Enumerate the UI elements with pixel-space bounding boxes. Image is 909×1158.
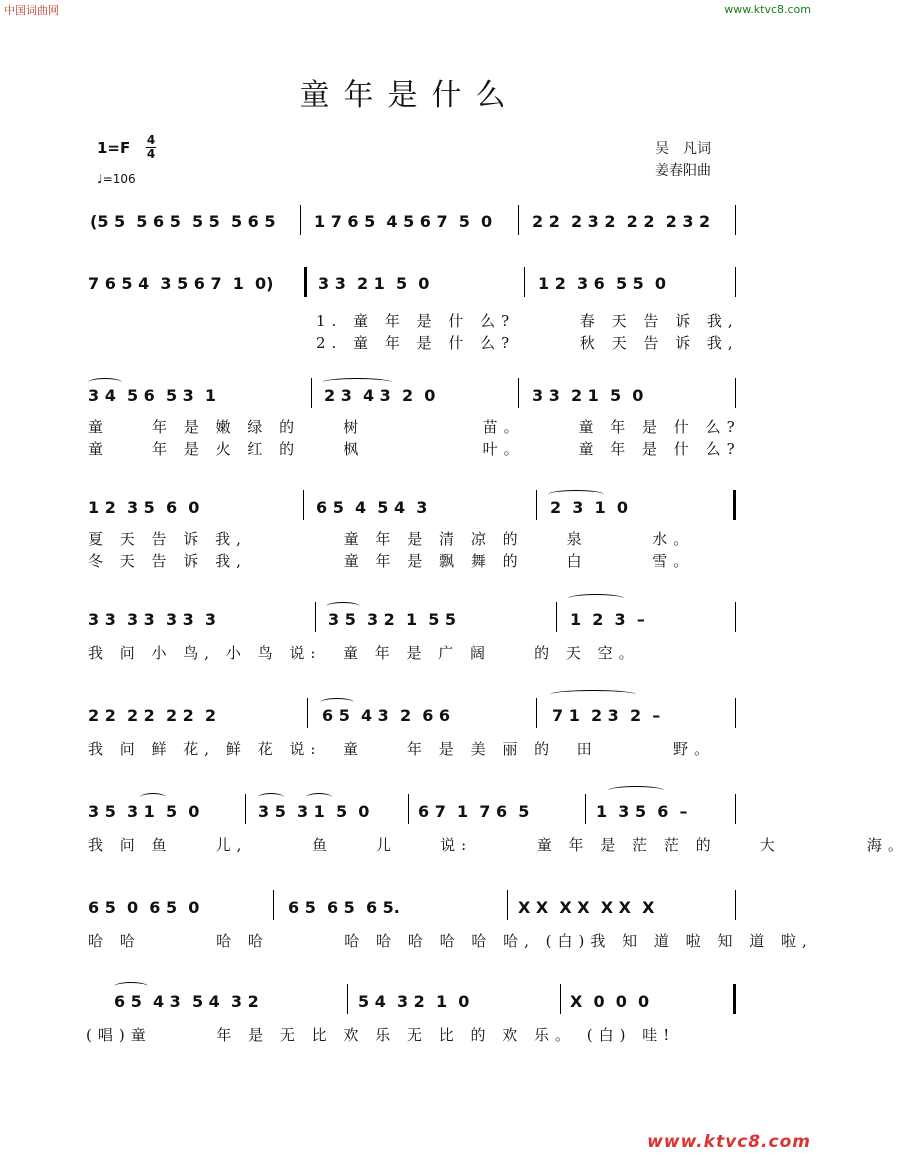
slur xyxy=(550,690,636,699)
row5-measure3: 1 2 3 – xyxy=(570,610,645,629)
row3-lyrics-verse1: 童 年 是 嫩 绿 的 树 苗。 童 年 是 什 么? xyxy=(88,418,741,436)
barline xyxy=(524,267,525,297)
repeat-end-barline xyxy=(733,490,736,520)
barline xyxy=(307,698,308,728)
row7-measure3: 6 7 1 7 6 5 xyxy=(418,802,530,821)
row2-lyrics-verse1: 1. 童 年 是 什 么? 春 天 告 诉 我, xyxy=(316,312,739,330)
row9-lyrics: (唱)童 年 是 无 比 欢 乐 无 比 的 欢 乐。 (白) 哇! xyxy=(86,1026,676,1044)
slur xyxy=(568,594,624,603)
composer-credit: 姜春阳曲 xyxy=(655,163,711,179)
barline xyxy=(311,378,312,408)
barline xyxy=(507,890,508,920)
repeat-start-barline xyxy=(304,267,307,297)
row6-lyrics: 我 问 鲜 花, 鲜 花 说: 童 年 是 美 丽 的 田 野。 xyxy=(88,740,716,758)
row6-measure1: 2 2 2 2 2 2 2 xyxy=(88,706,217,725)
barline xyxy=(735,698,736,728)
row3-measure3: 3 3 2 1 5 0 xyxy=(532,386,644,405)
slur xyxy=(258,793,284,802)
page-title: 童年是什么 xyxy=(299,78,520,113)
row5-measure1: 3 3 3 3 3 3 3 xyxy=(88,610,217,629)
barline xyxy=(315,602,316,632)
slur xyxy=(608,786,664,795)
final-barline xyxy=(733,984,736,1014)
row2-measure1: 7 6 5 4 3 5 6 7 1 0) xyxy=(88,274,274,293)
time-sig-top: 4 xyxy=(146,133,156,147)
row3-measure1: 3 4 5 6 5 3 1 xyxy=(88,386,217,405)
barline xyxy=(735,890,736,920)
row2-measure2: 3 3 2 1 5 0 xyxy=(318,274,430,293)
site-logo-left: 中国词曲网 xyxy=(4,4,59,17)
barline xyxy=(735,794,736,824)
barline xyxy=(245,794,246,824)
row2-lyrics-verse2: 2. 童 年 是 什 么? 秋 天 告 诉 我, xyxy=(316,334,739,352)
row7-lyrics: 我 问 鱼 儿, 鱼 儿 说: 童 年 是 茫 茫 的 大 海。 xyxy=(88,836,909,854)
row8-measure3: X X X X X X X xyxy=(518,898,655,917)
row3-lyrics-verse2: 童 年 是 火 红 的 枫 叶。 童 年 是 什 么? xyxy=(88,440,741,458)
footer-watermark: www.ktvc8.com xyxy=(647,1132,811,1152)
barline xyxy=(300,205,301,235)
row1-measure1: (5 5 5 6 5 5 5 5 6 5 xyxy=(90,212,276,231)
row4-lyrics-verse2: 冬 天 告 诉 我, 童 年 是 飘 舞 的 白 雪。 xyxy=(88,552,695,570)
barline xyxy=(347,984,348,1014)
row3-measure2: 2 3 4 3 2 0 xyxy=(324,386,436,405)
row9-measure3: X 0 0 0 xyxy=(570,992,650,1011)
row4-lyrics-verse1: 夏 天 告 诉 我, 童 年 是 清 凉 的 泉 水。 xyxy=(88,530,695,548)
row6-measure3: 7 1 2 3 2 – xyxy=(552,706,661,725)
row9-measure2: 5 4 3 2 1 0 xyxy=(358,992,470,1011)
row1-measure2: 1 7 6 5 4 5 6 7 5 0 xyxy=(314,212,493,231)
time-sig-bottom: 4 xyxy=(146,147,156,161)
barline xyxy=(560,984,561,1014)
key-signature: 1=F xyxy=(97,139,131,157)
barline xyxy=(735,205,736,235)
barline xyxy=(735,378,736,408)
row5-lyrics: 我 问 小 鸟, 小 鸟 说: 童 年 是 广 阔 的 天 空。 xyxy=(88,644,640,662)
barline xyxy=(585,794,586,824)
row6-measure2: 6 5 4 3 2 6 6 xyxy=(322,706,451,725)
row8-measure2: 6 5 6 5 6 5. xyxy=(288,898,400,917)
slur xyxy=(114,982,148,991)
slur xyxy=(306,793,332,802)
row8-measure1: 6 5 0 6 5 0 xyxy=(88,898,200,917)
row7-measure1: 3 5 3 1 5 0 xyxy=(88,802,200,821)
row1-measure3: 2 2 2 3 2 2 2 2 3 2 xyxy=(532,212,711,231)
lyricist-credit: 吴 凡词 xyxy=(655,141,711,157)
row7-measure2: 3 5 3 1 5 0 xyxy=(258,802,370,821)
row4-measure1: 1 2 3 5 6 0 xyxy=(88,498,200,517)
row7-measure4: 1 3 5 6 – xyxy=(596,802,688,821)
row4-measure2: 6 5 4 5 4 3 xyxy=(316,498,428,517)
row2-measure3: 1 2 3 6 5 5 0 xyxy=(538,274,667,293)
tempo-marking: ♩=106 xyxy=(97,172,136,186)
barline xyxy=(735,602,736,632)
barline xyxy=(536,698,537,728)
barline xyxy=(408,794,409,824)
barline xyxy=(518,205,519,235)
barline xyxy=(273,890,274,920)
site-logo-right: www.ktvc8.com xyxy=(724,3,811,16)
time-signature xyxy=(146,134,156,161)
barline xyxy=(518,378,519,408)
row9-measure1: 6 5 4 3 5 4 3 2 xyxy=(114,992,259,1011)
barline xyxy=(556,602,557,632)
slur xyxy=(140,793,166,802)
barline xyxy=(536,490,537,520)
row5-measure2: 3 5 3 2 1 5 5 xyxy=(328,610,457,629)
barline xyxy=(735,267,736,297)
row8-lyrics: 哈 哈 哈 哈 哈 哈 哈 哈 哈 哈, (白)我 知 道 啦 知 道 啦, xyxy=(88,932,813,950)
barline xyxy=(303,490,304,520)
row4-measure3: 2 3 1 0 xyxy=(550,498,628,517)
